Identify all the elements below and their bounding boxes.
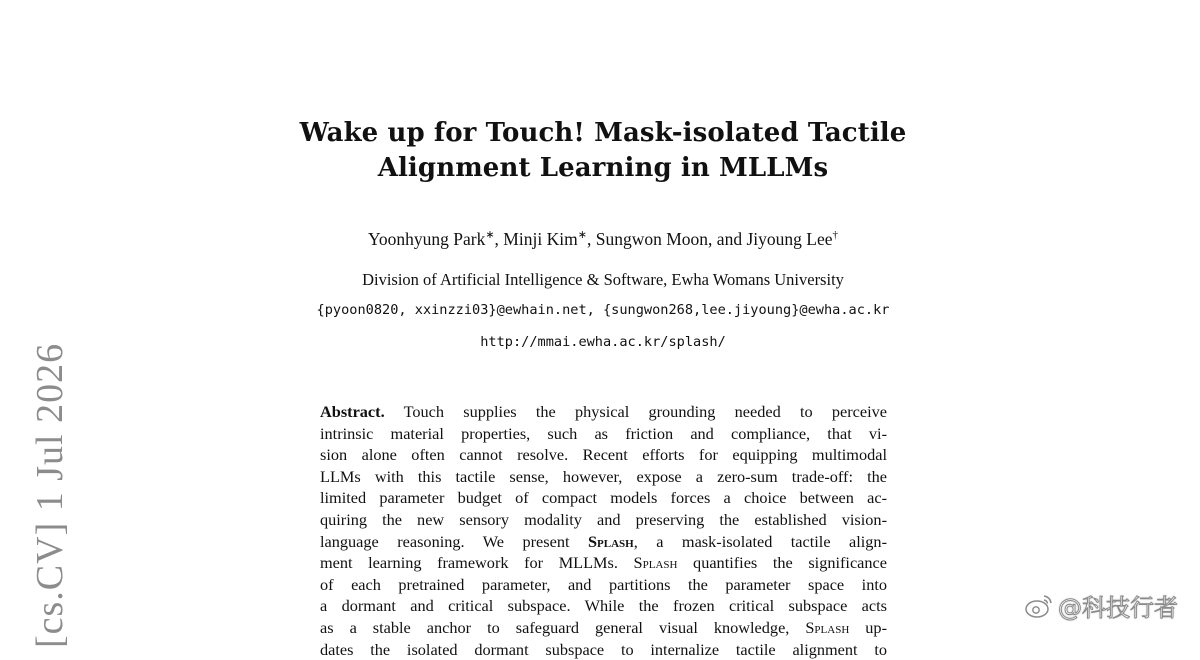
abstract-line: language reasoning. We present Splash, a mask-isolated tactile align- xyxy=(320,531,887,551)
method-name: Splash xyxy=(587,531,634,551)
abstract-line: quiring the new sensory modality and preserving the established vision- xyxy=(320,509,887,529)
author-list: Yoonhyung Park∗, Minji Kim∗, Sungwon Moon, and Jiyoung Lee† xyxy=(367,228,839,249)
arxiv-stamp xyxy=(29,342,96,648)
title-line-2: Alignment Learning in MLLMs xyxy=(377,153,829,183)
paper-title xyxy=(260,116,946,186)
watermark-text: @科技行者 xyxy=(1058,594,1178,622)
affiliation: Division of Artificial Intelligence & Software, Ewha Womans University xyxy=(362,270,844,289)
abstract-line: dates the isolated dormant subspace to internalize tactile alignment to xyxy=(320,639,887,659)
method-name: Splash xyxy=(633,553,678,573)
abstract-line: sion alone often cannot resolve. Recent efforts for equipping multimodal xyxy=(320,445,887,465)
weibo-logo-icon xyxy=(1024,592,1054,620)
abstract-line: LLMs with this tactile sense, however, expose a zero-sum trade-off: the xyxy=(320,466,887,486)
abstract xyxy=(320,401,887,660)
abstract-line: Abstract. Touch supplies the physical grounding needed to perceive xyxy=(320,402,887,421)
abstract-line: as a stable anchor to safeguard general visual knowledge, Splash up- xyxy=(320,617,887,637)
abstract-line: a dormant and critical subspace. While the frozen critical subspace acts xyxy=(320,596,887,616)
method-name: Splash xyxy=(805,617,850,637)
abstract-line: of each pretrained parameter, and partitions the parameter space into xyxy=(320,574,887,594)
project-url[interactable]: http://mmai.ewha.ac.kr/splash/ xyxy=(480,334,726,350)
author-emails: {pyoon0820, xxinzzi03}@ewhain.net, {sungwon268,lee.jiyoung}@ewha.ac.kr xyxy=(316,302,890,318)
title-line-1: Wake up for Touch! Mask-isolated Tactile xyxy=(299,118,907,148)
abstract-line: intrinsic material properties, such as friction and compliance, that vi- xyxy=(320,423,887,443)
abstract-label: Abstract. xyxy=(320,402,385,421)
watermark xyxy=(1024,588,1178,623)
abstract-line: limited parameter budget of compact models forces a choice between ac- xyxy=(320,488,887,508)
arxiv-stamp-text: [cs.CV] 1 Jul 2026 xyxy=(29,342,71,648)
abstract-line: ment learning framework for MLLMs. Splash quantifies the significance xyxy=(320,553,887,573)
